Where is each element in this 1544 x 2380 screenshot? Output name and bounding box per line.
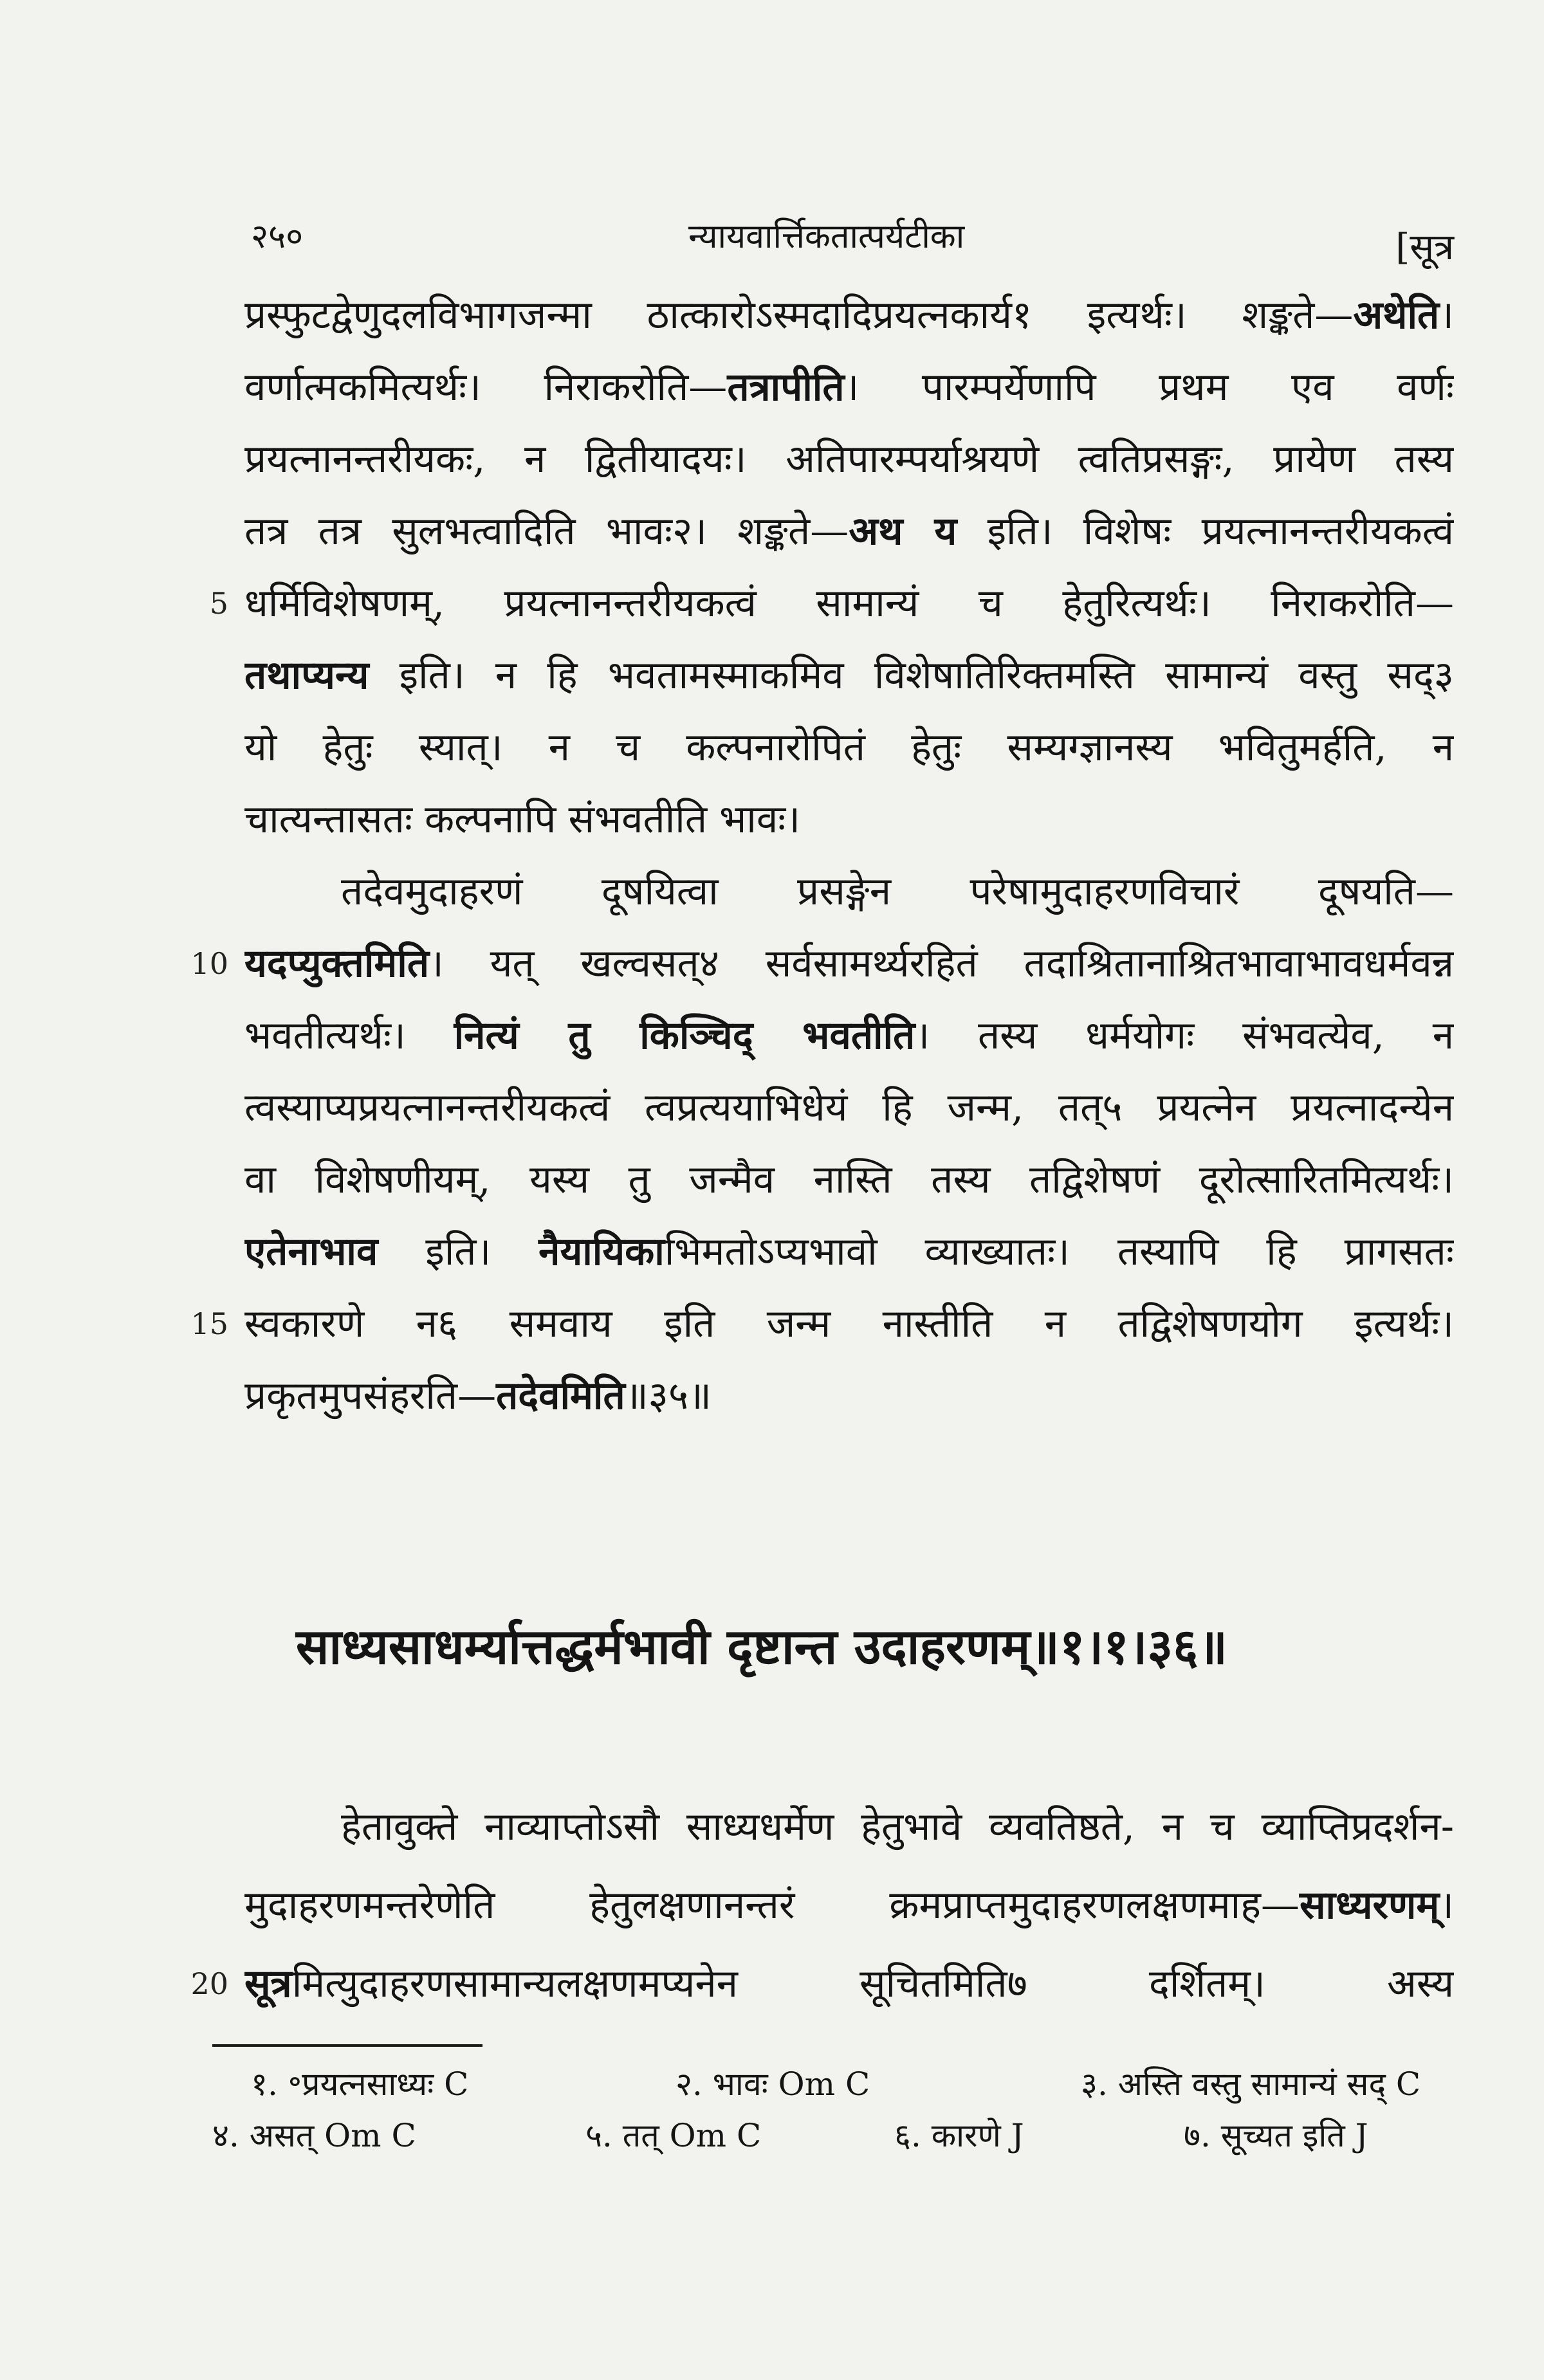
line-text: वर्णात्मकमित्यर्थः। निराकरोति— [244,365,728,410]
lemma-text: नैयायिका [538,1229,665,1274]
line-text: । [1439,1883,1454,1928]
line-text: वा विशेषणीयम्, यस्य तु जन्मैव नास्ति तस्य तद्विशेषणं दूरोत्सारितमित्यर्थः। [244,1157,1454,1202]
line-text: भवतीत्यर्थः। [244,1013,454,1058]
section-tag: [सूत्र [1395,226,1454,268]
text-line [244,859,1454,924]
footnote: ७. सूच्यत इति J [1184,2117,1368,2154]
line-text: त्वस्याप्यप्रयत्नानन्तरीयकत्वं त्वप्रत्ययाभिधेयं हि जन्म, तत्५ प्रयत्नेन प्रयत्नादन्येन [244,1085,1454,1130]
text-line [244,283,1454,347]
lemma-text: एतेनाभाव [244,1229,378,1274]
line-text: मित्युदाहरणसामान्यलक्षणमप्यनेन सूचितमिति७ दर्शितम्। अस्य [291,1961,1454,2006]
line-text: । तस्य धर्मयोगः संभवत्येव, न [915,1013,1454,1058]
line-text: भिमतोऽप्यभावो व्याख्यातः। तस्यापि हि प्रागसतः [664,1229,1454,1274]
footnote: ६. कारणे J [894,2117,1024,2154]
lemma-text: नित्यं तु किञ्चिद् भवतीति [454,1013,915,1058]
footnote: २. भावः Om C [676,2065,870,2103]
lemma-text: तत्रापीति [727,365,845,410]
lemma-text: तदेवमिति [496,1373,625,1418]
text-line [244,787,1454,852]
text-line [244,1003,1454,1068]
text-line [244,1873,1454,1937]
footnotes [212,2058,1454,2161]
footnote-row [212,2058,1454,2110]
line-number: 15 [190,1306,228,1341]
lemma-text: यदप्युक्तमिति [244,941,430,986]
running-title: न्यायवार्त्तिकतात्पर्यटीका [688,217,965,256]
text-line [244,1148,1454,1212]
text-line [244,715,1454,780]
line-text: इति। विशेषः प्रयत्नानन्तरीयकत्वं [957,509,1454,554]
text-line [244,931,1454,996]
text-line [244,571,1454,636]
line-text: तदेवमुदाहरणं दूषयित्वा प्रसङ्गेन परेषामुदाहरणविचारं दूषयति— [341,869,1454,914]
line-text: । पारम्पर्येणापि प्रथम एव वर्णः [844,365,1454,410]
footnote: ४. असत् Om C [212,2117,416,2154]
line-text: । यत् खल्वसत्४ सर्वसामर्थ्यरहितं तदाश्रितानाश्रितभावाभावधर्मवन्न [429,941,1454,986]
footnote: १. ॰प्रयत्नसाध्यः C [251,2065,469,2103]
lemma-text: साध्यरणम् [1299,1883,1440,1928]
text-line [244,427,1454,491]
text-line [244,1795,1454,1859]
line-number: 20 [190,1966,228,2001]
footnote-rule [212,2044,482,2047]
sutra-heading: साध्यसाधर्म्यात्तद्धर्मभावी दृष्टान्त उदाहरणम्॥१।१।३६॥ [296,1618,1228,1675]
text-line [244,643,1454,708]
text-line [244,355,1454,419]
line-number: 10 [190,946,228,981]
text-line [244,499,1454,563]
text-line [244,1220,1454,1284]
lemma-text: तथाप्यन्य [244,653,369,698]
line-text: इति। [378,1229,539,1274]
line-number: 5 [209,586,228,621]
line-text: तत्र तत्र सुलभत्वादिति भावः२। शङ्कते— [244,509,849,554]
line-text: ॥३५॥ [625,1373,712,1418]
text-line [244,1952,1454,2016]
line-text: प्रस्फुटद्वेणुदलविभागजन्मा ठात्कारोऽस्मदादिप्रयत्नकार्य१ इत्यर्थः। शङ्कते— [244,293,1354,338]
text-line [244,1292,1454,1356]
line-text: मुदाहरणमन्तरेणेति हेतुलक्षणानन्तरं क्रमप्राप्तमुदाहरणलक्षणमाह— [244,1883,1300,1928]
line-text: इति। न हि भवतामस्माकमिव विशेषातिरिक्तमस्ति सामान्यं वस्तु सद्३ [369,653,1454,698]
footnote: ३. अस्ति वस्तु सामान्यं सद् C [1081,2065,1421,2103]
line-text: चात्यन्तासतः कल्पनापि संभवतीति भावः। [244,797,801,842]
line-text: । [1439,293,1454,338]
text-line [244,1364,1454,1428]
lemma-text: सूत्र [244,1961,292,2006]
footnote-row [212,2110,1454,2161]
footnote: ५. तत् Om C [585,2117,762,2154]
line-text: धर्मिविशेषणम्, प्रयत्नानन्तरीयकत्वं सामान्यं च हेतुरित्यर्थः। निराकरोति— [244,581,1454,626]
line-text: हेतावुक्ते नाव्याप्तोऽसौ साध्यधर्मेण हेतुभावे व्यवतिष्ठते, न च व्याप्तिप्रदर्शन- [341,1804,1454,1849]
lemma-text: अथ य [849,509,957,554]
line-text: यो हेतुः स्यात्। न च कल्पनारोपितं हेतुः सम्यग्ज्ञानस्य भवितुमर्हति, न [244,725,1454,770]
lemma-text: अथेति [1353,293,1440,338]
running-head [251,212,1454,270]
line-text: प्रकृतमुपसंहरति— [244,1373,497,1418]
line-text: स्वकारणे न६ समवाय इति जन्म नास्तीति न तद्विशेषणयोग इत्यर्थः। [244,1301,1454,1346]
line-text: प्रयत्नानन्तरीयकः, न द्वितीयादयः। अतिपारम्पर्याश्रयणे त्वतिप्रसङ्गः, प्रायेण तस्य [244,437,1454,482]
page-number: २५० [251,217,304,256]
text-line [244,1076,1454,1140]
